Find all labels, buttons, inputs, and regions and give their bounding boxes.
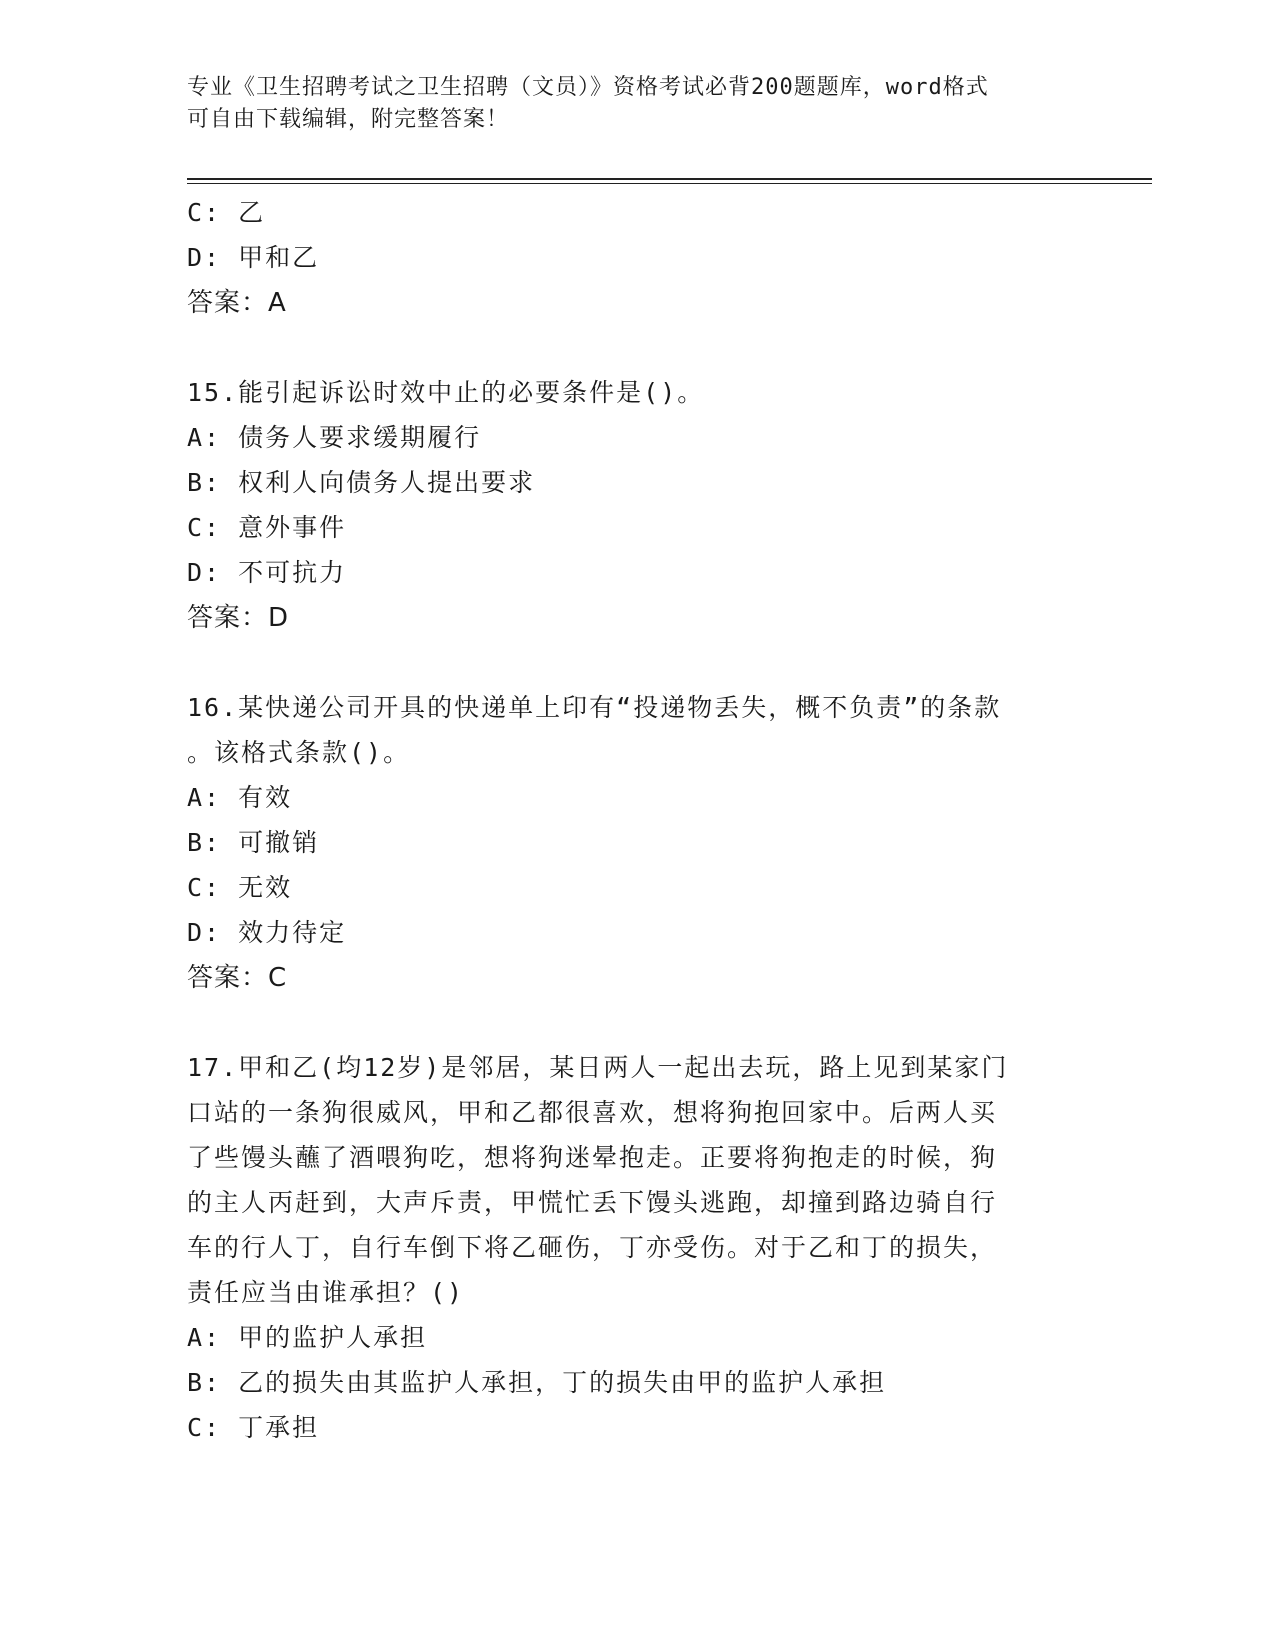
- answer-line: 答案：D: [187, 603, 290, 633]
- question-stem-line: 车的行人丁，自行车倒下将乙砸伤，丁亦受伤。对于乙和丁的损失，: [187, 1233, 998, 1262]
- option-d: D: 效力待定: [187, 918, 347, 947]
- question-content: [187, 190, 1087, 1450]
- header-rule-thick: [187, 178, 1152, 180]
- question-stem-line: 口站的一条狗很威风，甲和乙都很喜欢，想将狗抱回家中。后两人买: [187, 1098, 998, 1127]
- option-c: C: 无效: [187, 873, 293, 902]
- answer-line: 答案：A: [187, 288, 287, 318]
- option-a: A: 债务人要求缓期履行: [187, 423, 482, 452]
- option-b: B: 乙的损失由其监护人承担，丁的损失由甲的监护人承担: [187, 1368, 887, 1397]
- option-c: C: 丁承担: [187, 1413, 320, 1442]
- question-stem-line: 了些馒头蘸了酒喂狗吃，想将狗迷晕抱走。正要将狗抱走的时候，狗: [187, 1143, 998, 1172]
- option-d: D: 不可抗力: [187, 558, 347, 587]
- header-rule-thin: [187, 183, 1152, 184]
- question-stem-line: 。该格式条款()。: [187, 738, 411, 767]
- question-stem-line: 16.某快递公司开具的快递单上印有“投递物丢失，概不负责”的条款: [187, 693, 1002, 722]
- option-b: B: 可撤销: [187, 828, 320, 857]
- option-b: B: 权利人向债务人提出要求: [187, 468, 536, 497]
- header-line-1: 专业《卫生招聘考试之卫生招聘（文员）》资格考试必背200题题库，word格式: [187, 75, 989, 100]
- question-17: [187, 1045, 1087, 1450]
- option-c: C: 乙: [187, 198, 266, 227]
- question-16: [187, 685, 1087, 1001]
- option-c: C: 意外事件: [187, 513, 347, 542]
- question-stem-line: 责任应当由谁承担？(): [187, 1278, 465, 1307]
- question-15: [187, 370, 1087, 641]
- question-14: [187, 190, 1087, 326]
- spacer: [187, 326, 1087, 370]
- answer-line: 答案：C: [187, 963, 288, 993]
- question-stem-line: 17.甲和乙(均12岁)是邻居，某日两人一起出去玩，路上见到某家门: [187, 1053, 1009, 1082]
- option-d: D: 甲和乙: [187, 243, 320, 272]
- spacer: [187, 641, 1087, 685]
- spacer: [187, 1001, 1087, 1045]
- question-stem: 15.能引起诉讼时效中止的必要条件是()。: [187, 378, 705, 407]
- question-stem-line: 的主人丙赶到，大声斥责，甲慌忙丢下馒头逃跑，却撞到路边骑自行: [187, 1188, 998, 1217]
- document-header: [187, 72, 1067, 136]
- option-a: A: 甲的监护人承担: [187, 1323, 428, 1352]
- header-line-2: 可自由下载编辑，附完整答案！: [187, 107, 510, 132]
- option-a: A: 有效: [187, 783, 293, 812]
